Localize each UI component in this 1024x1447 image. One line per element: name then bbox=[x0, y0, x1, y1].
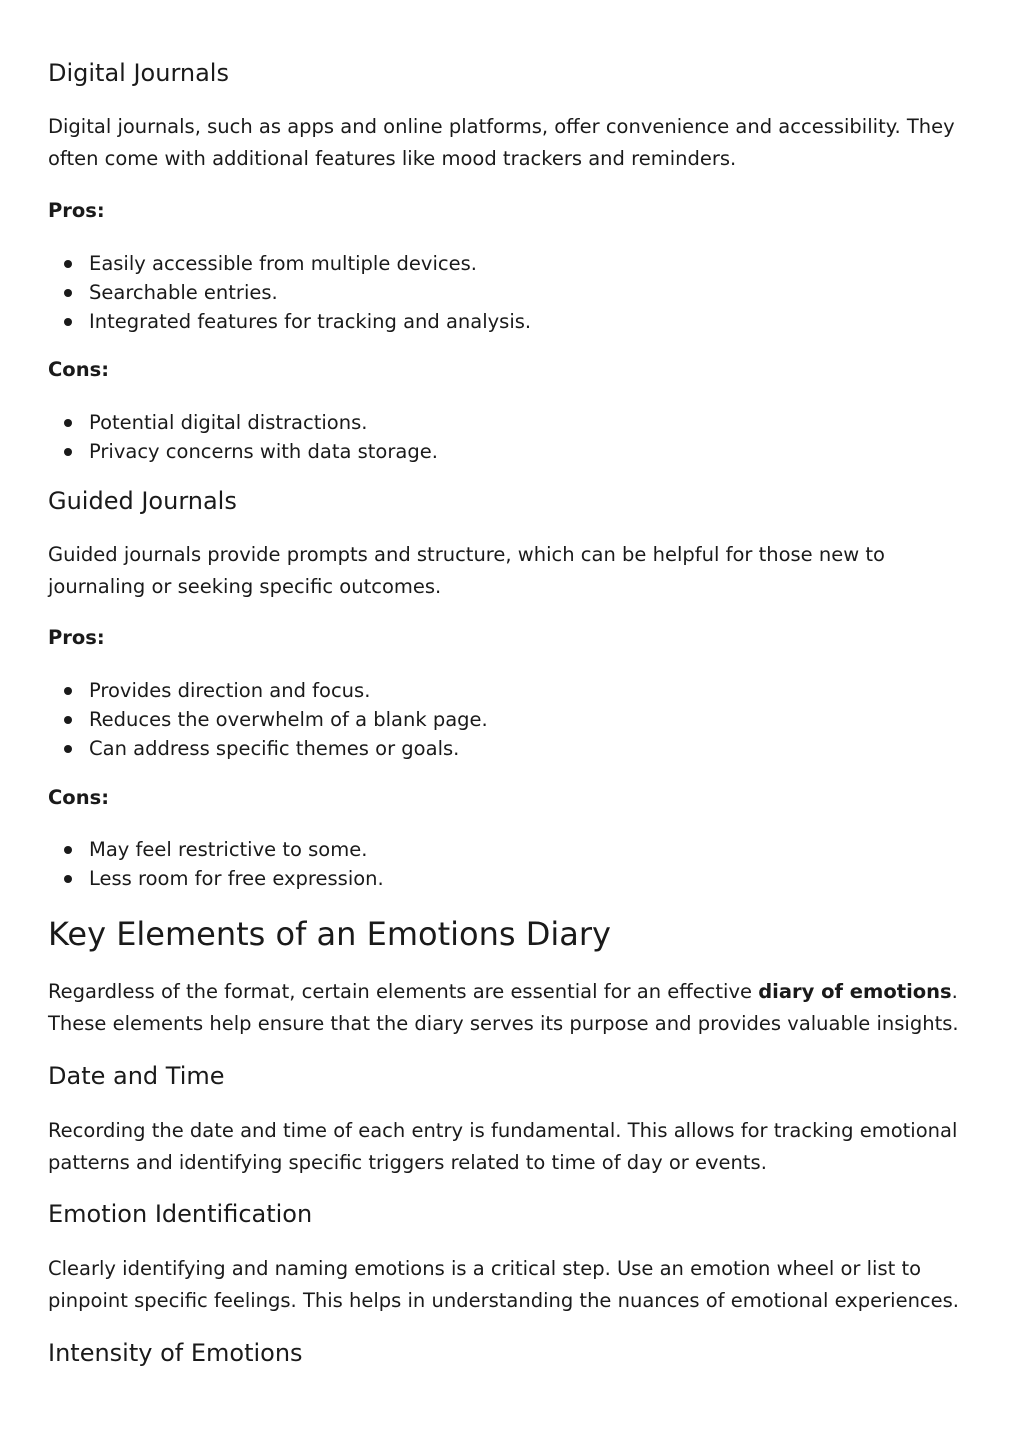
bullet-icon bbox=[64, 289, 72, 297]
bullet-icon bbox=[64, 716, 72, 724]
bullet-icon bbox=[64, 318, 72, 326]
bullet-icon bbox=[64, 448, 72, 456]
list-item: Less room for free expression. bbox=[48, 864, 978, 893]
heading-date-and-time: Date and Time bbox=[48, 1062, 225, 1090]
paragraph-key-elements: Regardless of the format, certain elements are essential for an effective diary of emotions. These elements help ensure that the diary serves its purpose and provides valuable insights. bbox=[48, 980, 959, 1035]
list-item: Privacy concerns with data storage. bbox=[48, 437, 978, 466]
heading-emotion-identification: Emotion Identification bbox=[48, 1200, 313, 1228]
list-item: Reduces the overwhelm of a blank page. bbox=[48, 705, 978, 734]
list-item: Integrated features for tracking and analysis. bbox=[48, 307, 978, 336]
pros-label: Pros: bbox=[48, 199, 105, 222]
paragraph-emotion-identification: Clearly identifying and naming emotions is a critical step. Use an emotion wheel or list to pinpoint specific feelings. This helps in understanding the nuances of emotional experiences. bbox=[48, 1257, 960, 1312]
cons-label: Cons: bbox=[48, 786, 109, 809]
list-item: Can address specific themes or goals. bbox=[48, 734, 978, 763]
cons-label: Cons: bbox=[48, 358, 109, 381]
list-item: Potential digital distractions. bbox=[48, 408, 978, 437]
bullet-icon bbox=[64, 419, 72, 427]
bullet-icon bbox=[64, 745, 72, 753]
list-item: Easily accessible from multiple devices. bbox=[48, 249, 978, 278]
bold-phrase: diary of emotions bbox=[758, 980, 952, 1003]
guided-cons-list bbox=[48, 835, 978, 893]
paragraph-digital-journals: Digital journals, such as apps and online platforms, offer convenience and accessibility. They often come with additional features like mood trackers and reminders. bbox=[48, 115, 955, 170]
digital-cons-list bbox=[48, 408, 978, 466]
heading-digital-journals: Digital Journals bbox=[48, 59, 229, 87]
pros-label: Pros: bbox=[48, 626, 105, 649]
bullet-icon bbox=[64, 260, 72, 268]
heading-guided-journals: Guided Journals bbox=[48, 487, 237, 515]
heading-key-elements: Key Elements of an Emotions Diary bbox=[48, 915, 611, 953]
list-item: Provides direction and focus. bbox=[48, 676, 978, 705]
guided-pros-list bbox=[48, 676, 978, 763]
list-item: May feel restrictive to some. bbox=[48, 835, 978, 864]
list-item: Searchable entries. bbox=[48, 278, 978, 307]
digital-pros-list bbox=[48, 249, 978, 336]
bullet-icon bbox=[64, 687, 72, 695]
paragraph-guided-journals: Guided journals provide prompts and structure, which can be helpful for those new to journaling or seeking specific outcomes. bbox=[48, 543, 885, 598]
bullet-icon bbox=[64, 875, 72, 883]
paragraph-date-and-time: Recording the date and time of each entry is fundamental. This allows for tracking emotional patterns and identifying specific triggers related to time of day or events. bbox=[48, 1119, 958, 1174]
bullet-icon bbox=[64, 846, 72, 854]
heading-intensity-of-emotions: Intensity of Emotions bbox=[48, 1339, 303, 1367]
